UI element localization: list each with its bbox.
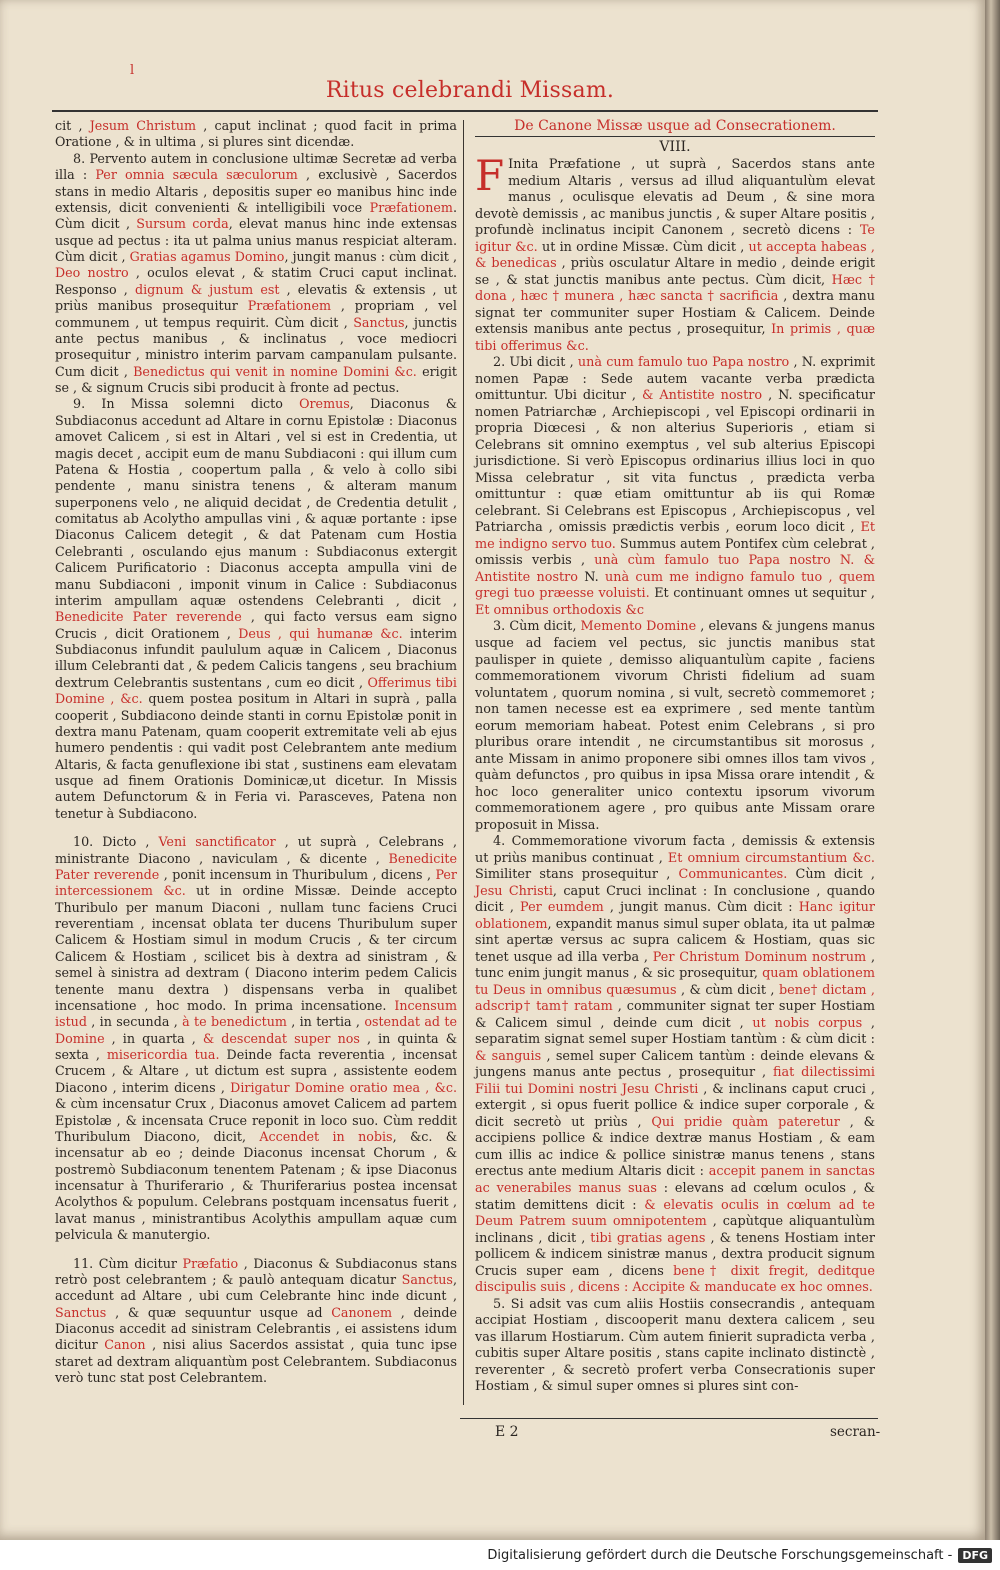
body-text: , in quinta & sexta ,: [55, 1030, 458, 1062]
rubric-text: & sanguis: [475, 1048, 542, 1064]
rubric-text: Te igitur &c.: [475, 223, 875, 255]
rubric-text: bene† dixit fregit, deditque discipulis suis , dicens : Accipite & manducate ex hoc omnes.: [475, 1263, 875, 1296]
rubric-text: unà cùm famulo tuo Papa nostro N. & Antistite nostro: [475, 553, 875, 585]
body-text: , & accipiens pollice & indice dextræ manus Hostiam , & eam cum illis ac indice & pollice sinistræ manus tenens , stans erectus ante medium Altaris dicit :: [475, 1114, 875, 1180]
rubric-text: Communicantes.: [678, 867, 788, 883]
body-text: , Diaconus & Subdiaconus stans retrò post celebrantem ; & paulò antequam dicatur: [55, 1255, 457, 1287]
paragraph: [475, 834, 875, 1296]
paragraph: [55, 834, 457, 1243]
rubric-text: Per eumdem: [520, 900, 604, 916]
body-text: , in tertia ,: [286, 1014, 365, 1030]
body-text: , & quæ sequuntur usque ad: [106, 1304, 332, 1320]
rubric-text: dignum & justum est: [135, 281, 280, 297]
rubric-text: Et omnibus orthodoxis &c: [475, 602, 645, 618]
running-title: Ritus celebrandi Missam.: [325, 78, 615, 103]
body-text: ut in ordine Missæ. Cùm dicit ,: [537, 239, 749, 255]
rubric-text: Canonem: [331, 1304, 392, 1320]
body-text: Deinde facta reverentia , incensat Crucem , & Altare , ut dictum est supra , assistente eodem Diacono , interim dicens ,: [55, 1047, 458, 1095]
rubric-text: Sanctus: [401, 1271, 453, 1287]
body-text: Inita Præfatione , ut suprà , Sacerdos stans ante medium Altaris , versus ad illud aliquantulùm elevat manus , oculisque elevatis ad Deum , & sine mora devotè demissis , ac manibus junctis , & super Altare positis , profundè inclinatus incipit Canonem , secretò dicens :: [475, 157, 875, 239]
signature-mark: E 2: [495, 1424, 519, 1440]
rubric-text: Præfatio: [182, 1255, 239, 1271]
rubric-text: Offerimus tibi Domine , &c.: [55, 674, 457, 707]
rubric-text: Præfationem: [369, 199, 453, 215]
rubric-text: & descendat super nos: [202, 1030, 360, 1046]
body-text: 8. Pervento autem in conclusione ultimæ Secretæ ad verba illa :: [55, 150, 457, 183]
body-text: , ut suprà , Celebrans , ministrante Diacono , naviculam , & dicente ,: [55, 834, 457, 866]
rubric-text: & elevatis oculis in cœlum ad te Deum Patrem suum omnipotentem: [475, 1197, 875, 1230]
rubric-text: Benedicite Pater reverende: [55, 850, 457, 882]
rubric-text: In primis , quæ tibi offerimus &c.: [475, 322, 875, 354]
body-text: , semel super Calicem tantùm : deinde elevans & jungens manus ante pectus , prosequitur ,: [475, 1048, 875, 1081]
section-heading: De Canone Missæ usque ad Consecrationem.: [475, 118, 875, 137]
bottom-rule: [460, 1418, 878, 1419]
paragraph: [475, 619, 875, 834]
body-text: 9. In Missa solemni dicto: [73, 396, 300, 412]
paragraph: [475, 1297, 875, 1396]
rubric-text: bene† dictam , adscrip† tam† ratam: [475, 982, 875, 1015]
dfg-logo: DFG: [958, 1548, 992, 1563]
digitization-credit: Digitalisierung gefördert durch die Deutsche Forschungsgemeinschaft -: [487, 1547, 953, 1563]
body-text: 10. Dicto ,: [73, 834, 159, 850]
rubric-text: Benedictus qui venit in nomine Domini &c.: [133, 363, 417, 379]
body-text: , dextra manu signat ter communiter super Hostiam & Calicem. Deinde extensis manibus ante pectus , prosequitur,: [475, 289, 876, 338]
body-text: , in quarta ,: [104, 1030, 203, 1046]
rubric-text: Per Christum Dominum nostrum: [652, 949, 867, 965]
paragraph: [55, 118, 457, 151]
rubric-text: fiat dilectissimi Filii tui Domini nostri Jesu Christi: [475, 1065, 875, 1097]
body-text: , &c. & incensatur ab eo ; deinde Diaconus incensat Chorum , & postremò Subdiaconum tenentem Patenam ; & ipse Diaconus incensatur à Thuriferario , & Thuriferarius postea incensat Acolythos & populum. Celebrans postquam incensatus fuerit , lavat manus , ministrantibus Acolythis ampullam aquæ cum pelvicula & manutergio.: [55, 1128, 458, 1243]
rubric-text: Gratias agamus Domino: [129, 249, 285, 264]
paragraph: [55, 1256, 457, 1387]
rubric-text: Deus , qui humanæ &c.: [238, 625, 403, 641]
paragraph: [55, 151, 457, 397]
body-text: , nisi alius Sacerdos assistat , quia tunc ipse staret ad dextram aliquantùm post Celebrantem. Subdiaconus verò tunc stat post Celebrantem.: [55, 1337, 457, 1386]
rubric-text: Dirigatur Domine oratio mea , &c.: [230, 1079, 458, 1095]
rubric-text: & Antistite nostro: [642, 388, 763, 404]
body-text: , exclusivè , Sacerdos stans in medio Altaris , depositis super eo manibus hinc inde extensis, dicit convenienti & intelligibili voce: [55, 167, 457, 215]
rubric-text: Jesu Christi: [475, 883, 553, 899]
rubric-text: Veni sanctificator: [158, 834, 276, 850]
body-text: , tunc enim jungit manus , & sic prosequitur,: [475, 949, 876, 982]
drop-cap: F: [475, 151, 505, 201]
body-text: , & tenens Hostiam inter pollicem & indicem sinistræ manus , dextra producit signum Crucis super eam , dicens: [475, 1230, 875, 1279]
body-text: erigit se , & signum Crucis sibi producit à fronte ad pectus.: [55, 363, 458, 395]
rubric-text: Hæc † dona , hæc † munera , hæc sancta † sacrificia: [475, 272, 875, 305]
rubric-text: accepit panem in sanctas ac venerabiles manus suas: [475, 1164, 875, 1196]
rubric-text: quam oblationem tu Deus in omnibus quæsumus: [475, 966, 875, 998]
rubric-text: Et me indigno servo tuo.: [475, 520, 875, 552]
rubric-text: Et omnium circumstantium &c.: [667, 850, 875, 866]
rubric-text: Præfationem: [247, 298, 332, 314]
body-text: , elevans & jungens manus usque ad faciem vel pectus, sic junctis manibus stat paulisper in quiete , demisso aliquantulùm capite , faciens commemorationem vivorum Christi fidelium ad suam voluntatem , quorum nomina , si vult, secretò commemoret ; non tamen necesse est ea exprimere , sed mente tantùm eorum memoriam habeat. Potest enim Celebrans , si pro pluribus orare intendit , ne circumstantibus sit morosus , ante Missam in animo proponere sibi omnes illos tam vivos , quàm defunctos , pro quibus in ipsa Missa orare intendit , & hoc loco generaliter unico contextu ipsorum vivorum commemorationem agere , pro quibus ante Missam orare proposuit in Missa.: [475, 619, 875, 833]
body-text: : elevans ad cœlum oculos , & statim demittens dicit :: [475, 1181, 875, 1213]
body-text: Cùm dicit ,: [787, 867, 875, 883]
rubric-text: Per omnia sæcula sæculorum: [95, 167, 298, 183]
body-text: Et continuant omnes ut sequitur ,: [649, 586, 876, 602]
right-paragraphs: [475, 151, 876, 1396]
paragraph: [475, 355, 875, 619]
body-text: , & cùm dicit ,: [676, 982, 779, 998]
rubric-text: ut nobis corpus: [752, 1015, 863, 1031]
rubric-text: Sanctus: [353, 314, 405, 330]
body-text: , & inclinans caput cruci , extergit , si opus fuerit pollice & indice super corporale , & dicit secretò ut priùs ,: [475, 1081, 875, 1130]
right-column: [475, 118, 875, 1396]
page-edge: [985, 0, 1000, 1540]
body-text: , caput Cruci inclinat : In conclusione , quando dicit ,: [475, 883, 875, 916]
body-text: , elevatis & extensis , ut priùs manibus prosequitur: [55, 281, 457, 314]
body-text: , expandit manus simul super oblata, ita ut palmæ sint apertæ versus ac supra calicem & Hostiam, quas sic tenet usque ad illa verba ,: [475, 916, 875, 965]
rubric-text: Canon: [104, 1337, 146, 1353]
body-text: interim Subdiaconus infundit paululum aquæ in Calicem , Diaconus illum Celebranti dat , & pedem Calicis tangens , seu brachium dextrum Celebrantis sustentans , cum eo dicit ,: [55, 625, 457, 690]
paragraph: [475, 151, 876, 355]
body-text: , communiter signat ter super Hostiam & Calicem simul , deinde cum dicit ,: [475, 999, 876, 1031]
body-text: Summus autem Pontifex cùm celebrat , omissis verbis ,: [475, 536, 875, 569]
body-text: 5. Si adsit vas cum aliis Hostiis consecrandis , antequam accipiat Hostiam , discooperit manu dextera calicem , seu vas illarum Hostiarum. Cùm autem finierit supradicta verba , cubitis super Altare positis , stans capite inclinato distinctè , reverenter , & secretò profert verba Consecrationis super Hostiam , & simul super omnes si plures sint con-: [475, 1296, 875, 1395]
body-text: , N. exprimit nomen Papæ : Sede autem vacante verba prædicta omittuntur. Ubi dicitur ,: [475, 355, 875, 404]
digitization-footer: [0, 1540, 1000, 1570]
folio-mark: l: [130, 63, 135, 78]
left-column: [55, 118, 457, 1387]
body-text: , accedunt ad Altare , ubi cum Celebrante hinc inde dicunt ,: [55, 1271, 457, 1304]
rubric-text: tibi gratias agens: [590, 1230, 706, 1246]
body-text: , qui facto versus eam signo Crucis , dicit Orationem ,: [55, 609, 457, 641]
rubric-text: ut accepta habeas , & benedicas: [475, 239, 875, 272]
rubric-text: misericordia tua.: [106, 1047, 220, 1062]
body-text: quem postea positum in Altari in suprà , palla cooperit , Subdiacono deinde stanti in cornu Epistolæ ponit in dextra manu Patenam, quam cooperit extremitate veli ab ejus humero pendentis : qui vadit post Celebrantem ante medium Altaris, & facta genuflexione ibi stat , sustinens eam elevatam usque ad finem Orationis Dominicæ,ut dicetur. In Missis autem Defunctorum & in Feria vi. Parasceves, Patena non tenetur à Subdiacono.: [55, 691, 457, 821]
catchword: secran-: [830, 1424, 881, 1440]
column-divider: [463, 120, 464, 1405]
body-text: , separatim signat semel super Hostiam tantùm : & cùm dicit :: [475, 1015, 875, 1048]
body-text: 3. Cùm dicit,: [493, 619, 581, 635]
body-text: N.: [578, 569, 606, 585]
rubric-text: unà cum me indigno famulo tuo , quem gregi tuo præesse voluisti.: [475, 569, 875, 602]
body-text: & cùm incensatur Crux , Diaconus amovet Calicem ad partem Epistolæ , & incensata Cruce reponit in loco suo. Cùm reddit Thuribulum Diacono, dicit,: [55, 1096, 457, 1144]
rubric-text: Oremus: [299, 396, 350, 412]
body-text: , propriam , vel communem , ut tempus requirit. Cùm dicit ,: [55, 298, 457, 330]
body-text: . Cùm dicit ,: [55, 199, 457, 232]
rubric-text: ostendat ad te Domine: [55, 1014, 458, 1046]
rubric-text: à te benedictum: [182, 1014, 287, 1030]
rubric-text: unà cum famulo tuo Papa nostro: [577, 355, 790, 371]
rubric-text: Jesum Christum: [89, 118, 197, 133]
body-text: 2. Ubi dicit ,: [493, 355, 578, 371]
body-text: , elevat manus hinc inde extensas usque ad pectus : ita ut palma unius manus respiciat alteram. Cùm dicit ,: [55, 216, 457, 264]
body-text: , Diaconus & Subdiaconus accedunt ad Altare in cornu Epistolæ : Diaconus amovet Calicem , si est in Altari , vel si est in Credentia, ut magis decet , accipit eum de manu Subdiaconi : qui illum cum Patena & Hostia , coopertum palla , & velo à collo sibi pendente , manu sinistra tenens , & alteram manum superponens velo , ne aliquid decidat , de Credentia detulit , comitatus ab Acolytho ampullas vini , & aquæ portante : ipse Diaconus Calicem detegit , & dat Patenam cum Hostia Celebranti , osculando ejus manum : Subdiaconus extergit Calicem Purificatorio : Diaconus accepta ampulla vini de manu Subdiaconi , imponit vinum in Calice : Subdiaconus interim ampullam aquæ ostendens Celebranti , dicit ,: [55, 396, 457, 608]
body-text: , in secunda ,: [86, 1014, 183, 1030]
body-text: , capùtque aliquantulùm inclinans , dicit ,: [475, 1214, 876, 1246]
rubric-text: Sanctus: [55, 1304, 107, 1320]
body-text: , jungit manus : cùm dicit ,: [284, 249, 458, 264]
rubric-text: Accendet in nobis: [259, 1128, 393, 1144]
paragraph: [55, 396, 457, 822]
top-rule: [52, 110, 878, 112]
body-text: ut in ordine Missæ. Deinde accepto Thuribulo per manum Diaconi , nullam tunc faciens Cruci reverentiam , incensat oblata ter ducens Thuribulum super Calicem & Hostiam simul in modum Crucis , & ter circum Calicem & Hostiam , scilicet bis à dextra ad sinistram , & semel à sinistra ad dextram ( Diacono interim pedem Calicis tenente manu dextra ) dispensans verba in qualibet incensatione , hoc modo. In prima incensatione.: [55, 883, 457, 1013]
rubric-text: Sursum corda: [136, 216, 229, 232]
rubric-text: Benedicite Pater reverende: [55, 609, 242, 625]
body-text: 4. Commemoratione vivorum facta , demissis & extensis ut priùs manibus continuat ,: [475, 834, 875, 866]
body-text: cit ,: [55, 118, 90, 133]
body-text: , ponit incensum in Thuribulum , dicens ,: [159, 866, 436, 882]
rubric-text: Deo nostro: [55, 265, 129, 281]
body-text: , oculos elevat , & statim Cruci caput inclinat. Responso ,: [55, 265, 457, 297]
body-text: , jungit manus. Cùm dicit :: [603, 900, 799, 916]
body-text: 11. Cùm dicitur: [73, 1255, 183, 1271]
rubric-text: Per intercessionem &c.: [55, 866, 457, 899]
rubric-text: Qui pridie quàm pateretur: [651, 1114, 840, 1130]
rubric-text: Hanc igitur oblationem: [475, 900, 875, 932]
body-text: , N. specificatur nomen Patriarchæ , Archiepiscopi , vel Episcopi ordinarii in propria Diœcesi , & non alterius Superioris , etiam si Celebrans sit omnino exemptus , vel sub alterius Episcopi jurisdictione. Si verò Episcopus ordinarius illius loci in quo Missa celebratur , sit vita functus , prædicta verba omittuntur : quæ etiam omittuntur ab iis qui Romæ celebrant. Si Celebrans est Episcopus , Archiepiscopus , vel Patriarcha , omissis prædictis verbis , eorum loco dicit ,: [475, 388, 875, 536]
body-text: , junctis ante pectus manibus , & inclinatus , voce mediocri prosequitur , ministro interim parvam campanulam pulsante. Cum dicit ,: [55, 314, 457, 379]
rubric-text: Incensum istud: [55, 997, 457, 1030]
body-text: , priùs osculatur Altare in medio , deinde erigit se , & stat junctis manibus ante pectus. Cùm dicit,: [475, 256, 876, 288]
body-text: Similiter stans prosequitur ,: [475, 867, 679, 883]
rubric-text: Memento Domine: [580, 619, 697, 635]
body-text: , deinde Diaconus accedit ad sinistram Celebrantis , ei assistens idum dicitur: [55, 1304, 457, 1353]
body-text: , caput inclinat ; quod facit in prima Oratione , & in ultima , si plures sint dicendæ.: [55, 118, 457, 150]
section-number: VIII.: [659, 138, 691, 155]
